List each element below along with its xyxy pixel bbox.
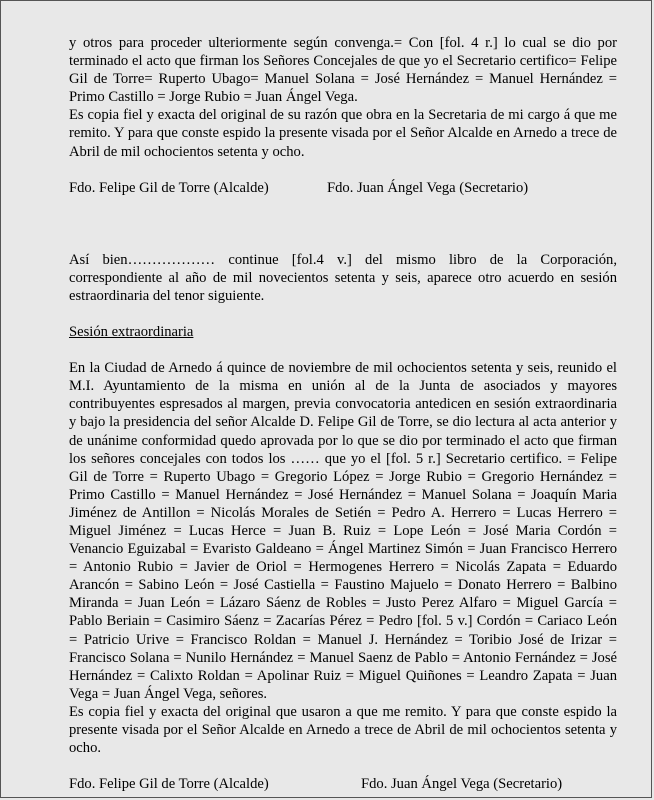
signature-line-2: [69, 775, 617, 793]
signature-secretario-2: Fdo. Juan Ángel Vega (Secretario): [361, 776, 563, 793]
signature-line-1: [69, 179, 617, 197]
paragraph-certification-1: Es copia fiel y exacta del original de su razón que obra en la Secretaria de mi cargo á que me remito. Y para que conste espido la presente visada por el Señor Alcalde en Arnedo a trece de Abril de mil ochocientos setenta y ocho.: [69, 107, 617, 160]
paragraph-acta-ending: y otros para proceder ulteriormente según convenga.= Con [fol. 4 r.] lo cual se dio por terminado el acto que firman los Señores Concejales de que yo el Secretario certifico= Felipe Gil de Torre= Ruperto Ubago= Manuel Solana = José Hernández = Manuel Hernández = Primo Castillo = Jorge Rubio = Juan Ángel Vega.: [69, 35, 617, 106]
signature-alcalde-1: Fdo. Felipe Gil de Torre (Alcalde): [69, 179, 269, 196]
paragraph-sesion-acta: En la Ciudad de Arnedo á quince de noviembre de mil ochocientos setenta y seis, reunido el M.I. Ayuntamiento de la misma en unión al de la Junta de asociados y mayores contribuyentes espresados al margen, previa convocatoria antedicen en sesión extraordinaria y bajo la presidencia del señor Alcalde D. Felipe Gil de Torre, se dio lectura al acta anterior y de unánime conformidad quedo aprovada por lo que se dio por terminado el acto que firman los señores concejales con todos los …… que yo el [fol. 5 r.] Secretario certifico. = Felipe Gil de Torre = Ruperto Ubago = Gregorio López = Jorge Rubio = Gregorio Hernández = Primo Castillo = Manuel Hernández = José Hernández = Manuel Solana = Joaquín Maria Jiménez de Antillon = Nicolás Morales de Setién = Pedro A. Herrero = Lucas Herrero = Miguel Jiménez = Lucas Herce = Juan B. Ruiz = Lope León = José Maria Cordón = Venancio Eguizabal = Evaristo Galdeano = Ángel Martinez Simón = Juan Francisco Herrero = Antonio Rubio = Javier de Oriol = Hermogenes Herrero = Nicolás Zapata = Eduardo Arancón = Sabino León = José Castiella = Faustino Majuelo = Donato Herrero = Balbino Miranda = Juan León = Lázaro Sáenz de Robles = Justo Perez Alfaro = Miguel García = Pablo Beriain = Casimiro Sáenz = Zacarías Pérez = Pedro [fol. 5 v.] Cordón = Cariaco León = Patricio Urive = Francisco Roldan = Manuel J. Hernández = Toribio José de Irizar = Francisco Solana = Nunilo Hernández = Manuel Saenz de Pablo = Antonio Fernández = José Hernández = Calixto Roldan = Apolinar Ruiz = Miguel Quiñones = Leandro Zapata = Juan Vega = Juan Ángel Vega, señores.: [69, 360, 617, 702]
paragraph-intro-sesion: Así bien……………… continue [fol.4 v.] del mismo libro de la Corporación, correspondiente al año de mil novecientos setenta y seis, aparece otro acuerdo en sesión estraordinaria del tenor siguiente.: [69, 251, 617, 304]
signature-alcalde-2: Fdo. Felipe Gil de Torre (Alcalde): [69, 776, 269, 793]
signature-secretario-1: Fdo. Juan Ángel Vega (Secretario): [327, 179, 529, 196]
document-body: [69, 34, 617, 793]
section-heading: Sesión extraordinaria: [69, 324, 194, 341]
paragraph-certification-2: Es copia fiel y exacta del original que usaron a que me remito. Y para que conste espido la presente visada por el Señor Alcalde en Arnedo a trece de Abril de mil ochocientos setenta y ocho.: [69, 703, 617, 757]
